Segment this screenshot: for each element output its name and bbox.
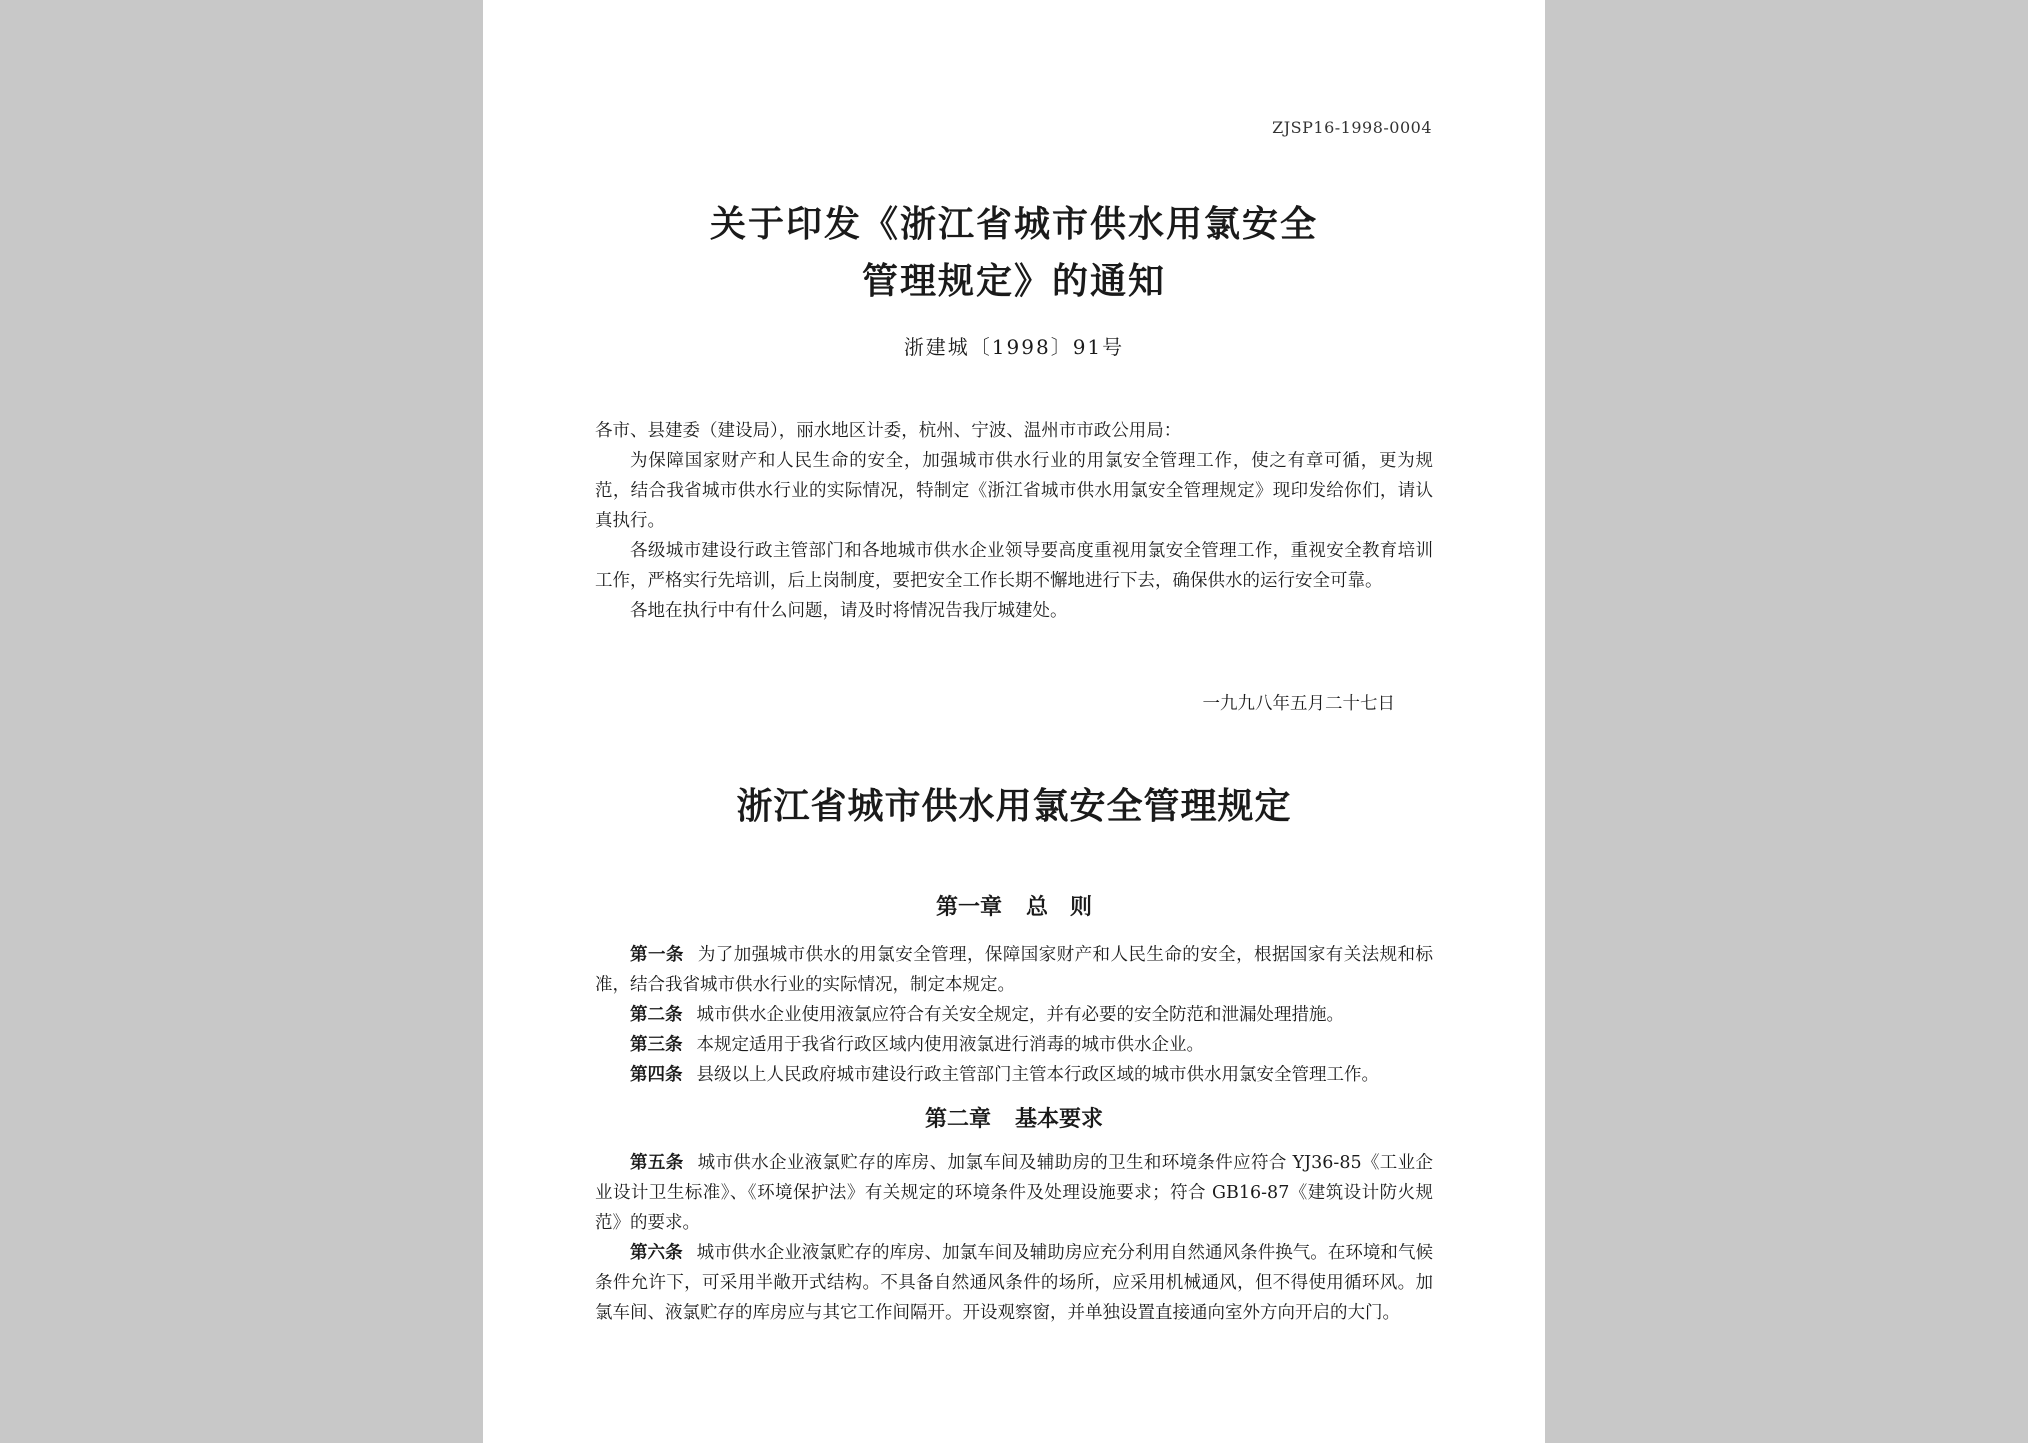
notice-addressee: 各市、县建委（建设局），丽水地区计委，杭州、宁波、温州市市政公用局： [595,421,1182,441]
notice-title-line1: 关于印发《浙江省城市供水用氯安全 [709,203,1318,245]
notice-number: 浙建城〔1998〕91号 [903,335,1125,359]
article-text: 县级以上人民政府城市建设行政主管部门主管本行政区域的城市供水用氯安全管理工作。 [696,1065,1379,1085]
article-number: 第一条 [630,945,684,965]
notice-body [595,416,1433,626]
article-number: 第二条 [630,1005,683,1025]
article [595,940,1433,1000]
chapter-name: 总 则 [1026,895,1093,920]
notice-date: 一九九八年五月二十七日 [1202,694,1395,714]
notice-paragraph: 各地在执行中有什么问题，请及时将情况告我厅城建处。 [630,601,1068,621]
chapter-label: 第二章 [924,1107,991,1132]
chapter2-articles [595,1148,1433,1328]
article [595,1148,1433,1238]
article [595,1030,1433,1060]
article-text: 城市供水企业液氯贮存的库房、加氯车间及辅助房应充分利用自然通风条件换气。在环境和气候条件允许下，可采用半敞开式结构。不具备自然通风条件的场所，应采用机械通风，但不得使用循环风。加氯车间、液氯贮存的库房应与其它工作间隔开。开设观察窗，并单独设置直接通向室外方向开启的大门。 [595,1243,1434,1323]
regulation-title: 浙江省城市供水用氯安全管理规定 [736,785,1292,827]
article-number: 第六条 [630,1243,683,1263]
document-page [483,0,1545,1443]
chapter-heading [483,1102,1545,1133]
article [595,1000,1433,1030]
article [595,1238,1433,1328]
article [595,1060,1433,1090]
chapter-label: 第一章 [935,895,1002,920]
notice-title-line2: 管理规定》的通知 [861,260,1166,302]
article-text: 为了加强城市供水的用氯安全管理，保障国家财产和人民生命的安全，根据国家有关法规和标准，结合我省城市供水行业的实际情况，制定本规定。 [595,945,1433,995]
article-number: 第三条 [630,1035,683,1055]
notice-paragraph: 各级城市建设行政主管部门和各地城市供水企业领导要高度重视用氯安全管理工作，重视安全教育培训工作，严格实行先培训，后上岗制度，要把安全工作长期不懈地进行下去，确保供水的运行安全可靠。 [595,541,1433,591]
notice-paragraph: 为保障国家财产和人民生命的安全，加强城市供水行业的用氯安全管理工作，使之有章可循，更为规范，结合我省城市供水行业的实际情况，特制定《浙江省城市供水用氯安全管理规定》现印发给你们，请认真执行。 [595,451,1433,531]
article-text: 本规定适用于我省行政区域内使用液氯进行消毒的城市供水企业。 [696,1035,1204,1055]
document-code: ZJSP16-1998-0004 [1272,118,1432,137]
chapter-heading [483,890,1545,921]
article-number: 第四条 [630,1065,683,1085]
article-number: 第五条 [630,1153,684,1173]
chapter1-articles [595,940,1433,1090]
article-text: 城市供水企业使用液氯应符合有关安全规定，并有必要的安全防范和泄漏处理措施。 [696,1005,1344,1025]
article-text: 城市供水企业液氯贮存的库房、加氯车间及辅助房的卫生和环境条件应符合 YJ36-85《工业企业设计卫生标准》、《环境保护法》有关规定的环境条件及处理设施要求；符合 GB16-87《建筑设计防火规范》的要求。 [595,1153,1434,1233]
chapter-name: 基本要求 [1015,1107,1104,1132]
